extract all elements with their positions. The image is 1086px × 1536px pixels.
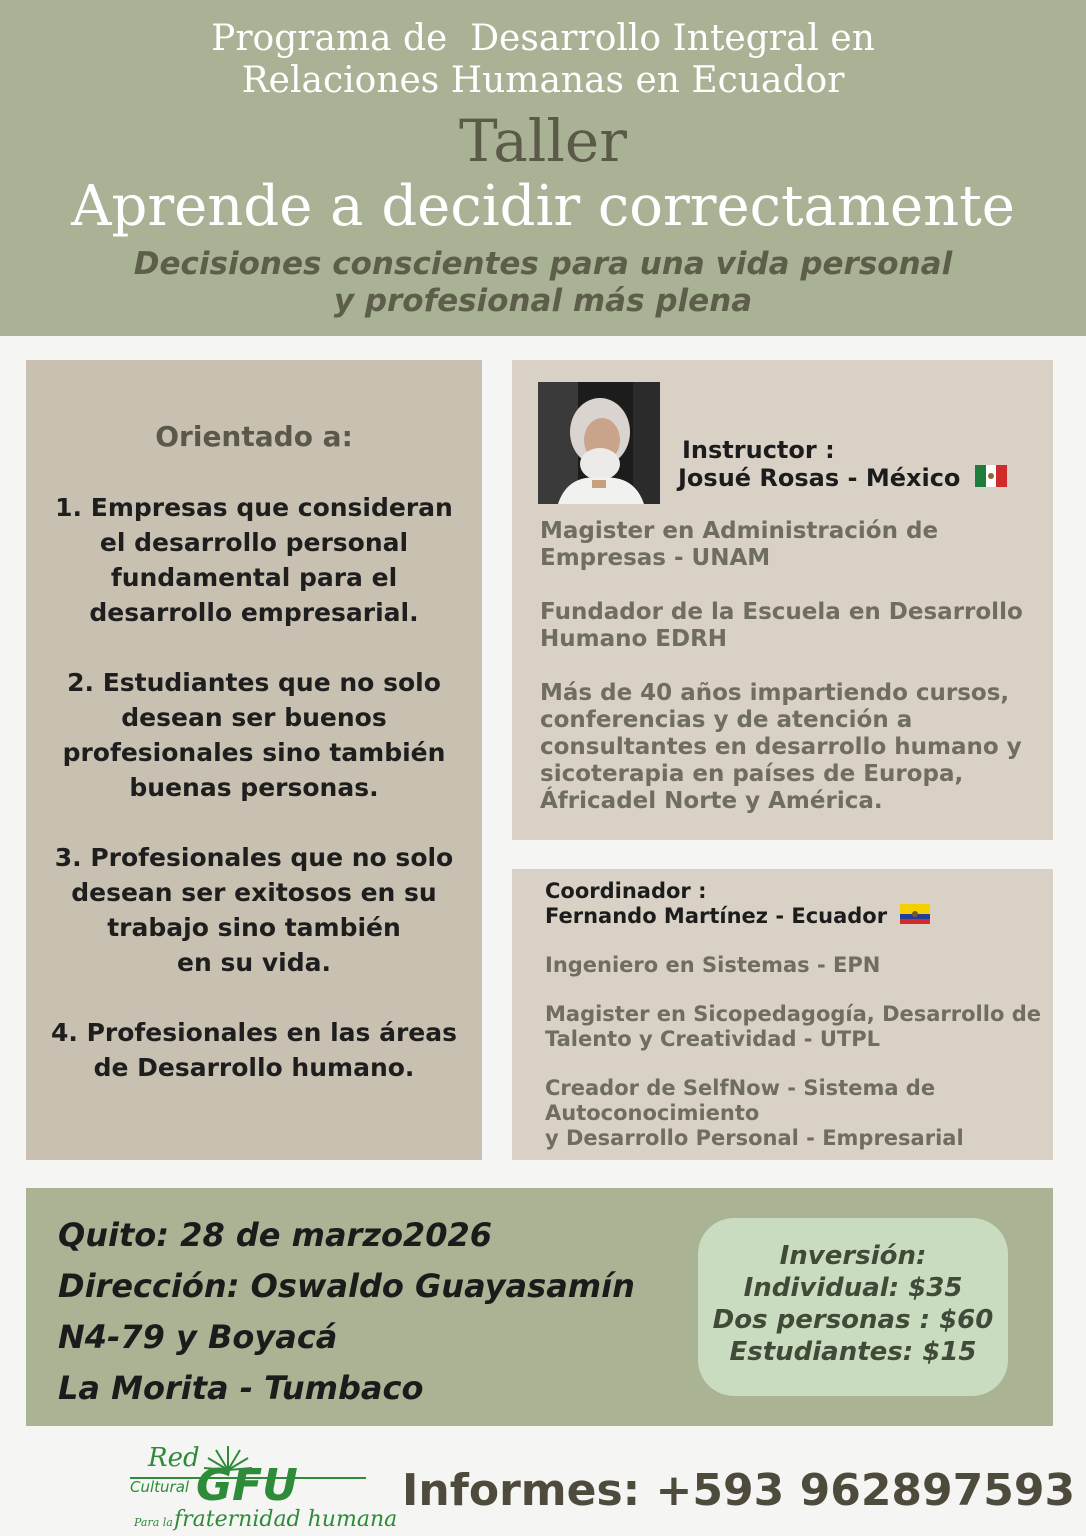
pricing-students: Estudiantes: $15: [729, 1337, 977, 1367]
red-cultural-gfu-logo: [130, 1440, 398, 1532]
logo-tagline-prefix: Para la: [134, 1516, 173, 1529]
pricing-title: Inversión:: [779, 1241, 927, 1271]
subtitle-line-1: Decisiones conscientes para una vida personal: [133, 246, 953, 282]
logo-tagline: fraternidad humana: [174, 1507, 398, 1532]
event-details-band: [26, 1188, 1053, 1426]
instructor-credential-3: Más de 40 años impartiendo cursos, conferencias y de atención a consultantes en desarrollo humano y sicoterapia en países de Europa, Áfricadel Norte y América.: [540, 680, 1022, 814]
event-address-line-1: Dirección: Oswaldo Guayasamín: [58, 1267, 635, 1305]
instructor-credential-1: Magister en Administración de Empresas - UNAM: [540, 518, 939, 571]
coordinator-panel: [512, 869, 1053, 1160]
header-banner: [0, 0, 1086, 336]
pricing-box: [698, 1218, 1008, 1396]
pricing-list: [698, 1240, 1008, 1368]
workshop-title: Aprende a decidir correctamente: [71, 174, 1015, 239]
event-address-line-2: N4-79 y Boyacá: [58, 1318, 338, 1356]
event-address-line-3: La Morita - Tumbaco: [58, 1369, 424, 1407]
coordinator-credential-2: Magister en Sicopedagogía, Desarrollo de Talento y Creatividad - UTPL: [545, 1002, 1041, 1051]
audience-item-1: 1. Empresas que consideran el desarrollo personal fundamental para el desarrollo empresarial.: [55, 493, 453, 627]
logo-cultural-text: Cultural: [130, 1478, 190, 1496]
program-line-2: Relaciones Humanas en Ecuador: [241, 60, 845, 101]
instructor-panel: [512, 360, 1053, 840]
audience-list: [38, 490, 470, 1120]
instructor-label: Instructor :: [682, 436, 835, 464]
audience-item-3: 3. Profesionales que no solo desean ser exitosos en su trabajo sino también en su vida.: [54, 843, 454, 977]
audience-title: Orientado a:: [155, 420, 353, 453]
contact-phone: Informes: +593 962897593: [402, 1465, 1076, 1516]
audience-item-4: 4. Profesionales en las áreas de Desarrollo humano.: [50, 1018, 458, 1082]
audience-panel: [26, 360, 482, 1160]
coordinator-credential-4: y Desarrollo Personal - Empresarial: [545, 1126, 964, 1150]
program-title: [0, 18, 1086, 102]
coordinator-label: Coordinador :: [545, 879, 707, 903]
audience-item-2: 2. Estudiantes que no solo desean ser buenos profesionales sino también buenas personas.: [62, 668, 446, 802]
coordinator-credential-1: Ingeniero en Sistemas - EPN: [545, 953, 881, 977]
coordinator-name: Fernando Martínez - Ecuador: [545, 904, 888, 928]
coordinator-credentials: [545, 953, 1045, 1151]
subtitle-line-2: y profesional más plena: [333, 283, 753, 319]
ecuador-flag-icon: [900, 904, 930, 930]
mexico-flag-icon: [975, 464, 1007, 494]
logo-red-text: Red: [148, 1443, 200, 1473]
instructor-photo: [538, 382, 660, 504]
coordinator-name-row: [545, 904, 930, 930]
event-date: Quito: 28 de marzo2026: [58, 1216, 492, 1254]
pricing-pair: Dos personas : $60: [712, 1305, 994, 1335]
instructor-credential-2: Fundador de la Escuela en Desarrollo Humano EDRH: [540, 599, 1023, 652]
logo-gfu-text: GFU: [196, 1460, 298, 1511]
instructor-name: Josué Rosas - México: [678, 464, 961, 492]
coordinator-credential-3: Creador de SelfNow - Sistema de Autoconocimiento: [545, 1076, 936, 1125]
taller-label: Taller: [459, 107, 627, 175]
workshop-subtitle: [60, 246, 1026, 320]
instructor-credentials: [540, 518, 1045, 842]
event-venue: [58, 1210, 635, 1414]
instructor-name-row: [678, 463, 1007, 494]
program-line-1: Programa de Desarrollo Integral en: [211, 18, 875, 59]
pricing-individual: Individual: $35: [743, 1273, 963, 1303]
